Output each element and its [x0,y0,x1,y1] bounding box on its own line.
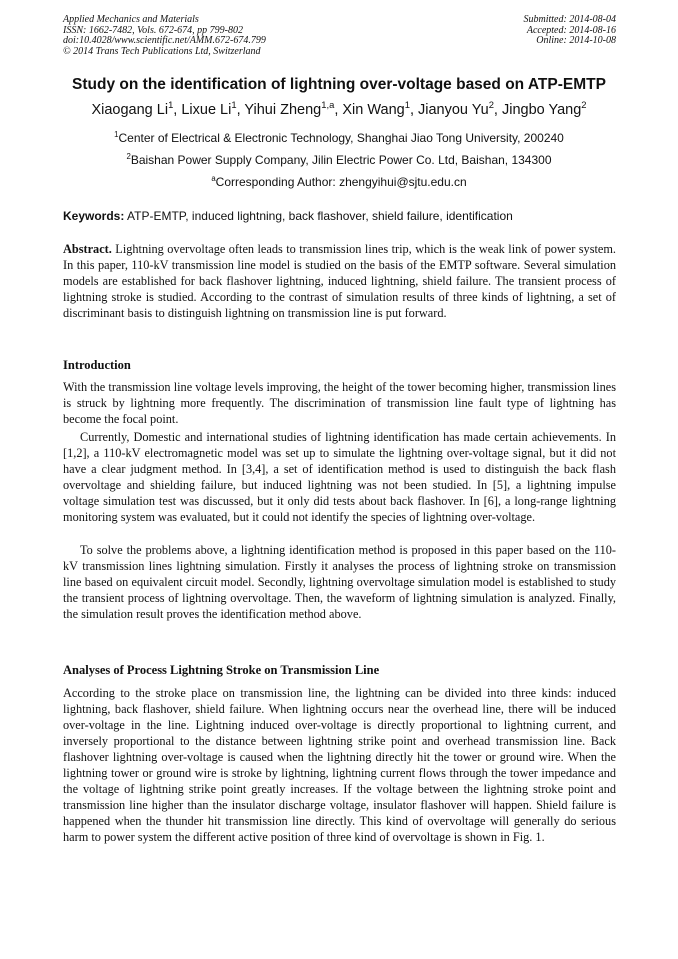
submission-dates [524,15,617,47]
author: Lixue Li$^1$, [181,99,245,118]
paper-title: Study on the identification of lightning over-voltage based on ATP-EMTP [72,76,606,93]
section-heading-analyses: Analyses of Process Lightning Stroke on Transmission Line [63,663,380,677]
abstract-text: Lightning overvoltage often leads to transmission lines trip, which is the weak link of power system. In this paper, 110-kV transmission line model is studied on the basis of the EMTP software. Several simulation models are established for back flashover lightning, induced lightning, shield failure. The transient process of lightning stroke is studied. According to the contrast of simulation results of three kinds of lightning, a set of discriminant basis to distinguish lightning on transmission line is put forward. [63,242,616,320]
affiliation-2: $^2$Baishan Power Supply Company, Jilin Electric Power Co. Ltd, Baishan, 134300 [126,152,552,167]
corresponding-author: $^a$Corresponding Author: zhengyihui@sjtu.edu.cn [211,174,467,189]
doi-line: doi:10.4028/www.scientific.net/AMM.672-674.799 [63,35,266,46]
keywords [63,209,616,223]
abstract [63,241,616,321]
journal-info [63,15,266,57]
submitted-date: Submitted: 2014-08-04 [523,14,616,25]
author: Xiaogang Li$^1$, [91,99,182,118]
online-date: Online: 2014-10-08 [536,35,616,46]
paragraph: To solve the problems above, a lightning identification method is proposed in this paper based on the 110-kV transmission lines lightning simulation. Firstly it analyses the process of lightning stroke on transmission line based on equivalent circuit model. Secondly, lightning overvoltage simulation model is established to study the transient process of lightning overvoltage. Then, the waveform of lightning simulation is analyzed. Finally, the simulation result proves the identification method above. [63,543,616,621]
paragraph: With the transmission line voltage levels improving, the height of the tower becoming higher, transmission lines is struck by lightning more frequently. The discrimination of transmission line fault type of lightning has become the focal point. [63,380,616,426]
author: Yihui Zheng$^{1,a}$, [244,99,343,118]
author-list [0,99,678,118]
paragraph: According to the stroke place on transmission line, the lightning can be divided into three kinds: induced lightning, back flashover, shield failure. When lightning occurs near the overhead line, there will be induced over-voltage in the line. Lightning induced over-voltage is directly proportional to lightning current, and inversely proportional to the distance between lightning strike point and overhead transmission line. Back flashover lightning over-voltage is caused when the lightning directly hit the tower or ground wire. When the lightning tower or ground wire is stroke by lightning, lightning current flows through the tower impedance and the voltage of lightning strike point greatly increases. If the voltage between the lightning stroke point and transmission line higher than the insulator discharge voltage, insulator flashover will happen. Shield failure is happened when the thunder hit transmission line directly. This kind of overvoltage will generally do serious harm to power system the different active position of three kind of overvoltage is shown in Fig. 1. [63,686,616,844]
copyright-line: © 2014 Trans Tech Publications Ltd, Switzerland [63,45,261,57]
abstract-label: Abstract. [63,242,112,256]
author: Jingbo Yang$^2$ [501,99,587,118]
paragraph: Currently, Domestic and international studies of lightning identification has made certain achievements. In [1,2], a 110-kV electromagnetic model was set up to simulate the lightning over-voltage signal, but it did not have a clear judgment method. In [3,4], a set of identification method is used to distinguish the back flash overvoltage and shielding failure, but induced lightning was not been studied. In [5], a lightning impulse voltage simulation test was discussed, but it only did tests about back flashover. In [6], a long-range lightning monitoring system was evaluated, but it could not identify the species of lightning over-voltage. [63,430,616,524]
author: Xin Wang$^1$, [342,99,418,118]
issn-line: ISSN: 1662-7482, Vols. 672-674, pp 799-802 [63,24,243,36]
author: Jianyou Yu$^2$, [418,99,502,118]
affiliation-1: $^1$Center of Electrical & Electronic Technology, Shanghai Jiao Tong University, 200240 [114,130,564,145]
section-heading-introduction: Introduction [63,358,131,372]
keywords-label: Keywords: [63,209,125,223]
accepted-date: Accepted: 2014-08-16 [526,24,616,36]
keywords-text: ATP-EMTP, induced lightning, back flashover, shield failure, identification [124,209,513,223]
journal-name: Applied Mechanics and Materials [63,14,199,25]
